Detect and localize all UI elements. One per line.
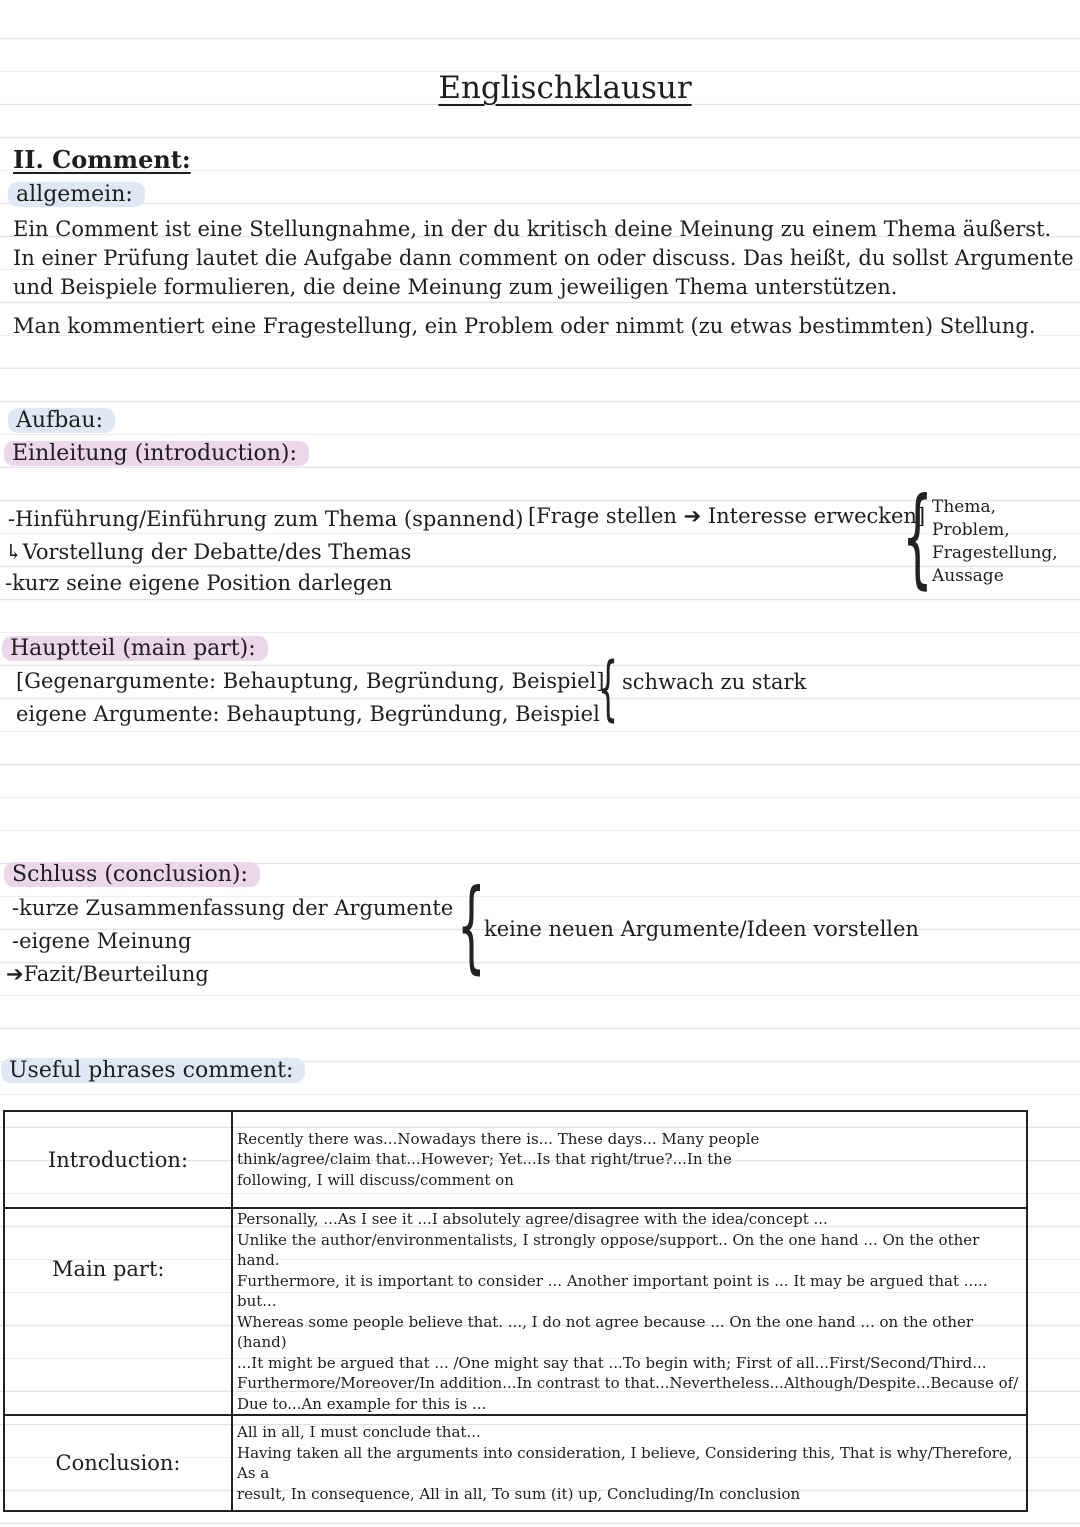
introduction-label bbox=[12, 441, 309, 466]
phrase-line: Due to...An example for this is ... bbox=[237, 1394, 487, 1413]
introduction-label-text: Einleitung (introduction): bbox=[4, 441, 309, 466]
phrases-table bbox=[3, 1110, 1028, 1512]
table-row bbox=[4, 1208, 1027, 1415]
conclusion-brace-icon: { bbox=[457, 867, 486, 984]
phrases-label-text: Useful phrases comment: bbox=[1, 1058, 305, 1083]
side-list-item: Problem, bbox=[932, 520, 1010, 540]
table-row bbox=[4, 1415, 1027, 1511]
side-list-item: Fragestellung, bbox=[932, 543, 1058, 563]
phrase-line: Whereas some people believe that. ..., I do not agree because ... On the one hand ... on the other (hand) bbox=[237, 1312, 974, 1351]
phrase-line: Furthermore/Moreover/In addition...In contrast to that...Nevertheless...Although/Despite...Because of/ bbox=[237, 1374, 1019, 1392]
main-part-item: eigene Argumente: Behauptung, Begründung, Beispiel bbox=[16, 702, 600, 726]
structure-label-text: Aufbau: bbox=[8, 408, 115, 433]
row-text-main-part bbox=[232, 1208, 1027, 1415]
conclusion-item: ➔Fazit/Beurteilung bbox=[6, 962, 209, 986]
phrase-line: ...It might be argued that ... /One might say that ...To begin with; First of all...First/Second/Third... bbox=[237, 1353, 987, 1372]
main-part-label-text: Hauptteil (main part): bbox=[2, 636, 268, 661]
general-line: und Beispiele formulieren, die deine Meinung zum jeweiligen Thema unterstützen. bbox=[13, 275, 898, 299]
phrase-line: Recently there was...Nowadays there is... These days... Many people bbox=[237, 1129, 760, 1148]
phrase-line: All in all, I must conclude that... bbox=[237, 1423, 481, 1441]
table-row bbox=[4, 1111, 1027, 1208]
phrase-line: Furthermore, it is important to consider ... Another important point is ... It may be argued that ..... but... bbox=[237, 1271, 988, 1310]
general-label-text: allgemein: bbox=[8, 182, 145, 207]
main-part-note: schwach zu stark bbox=[622, 670, 807, 694]
general-line: In einer Prüfung lautet die Aufgabe dann comment on oder discuss. Das heißt, du sollst Argumente bbox=[13, 246, 1074, 270]
introduction-item: -Hinführung/Einführung zum Thema (spannend) bbox=[8, 507, 524, 531]
general-extra: Man kommentiert eine Fragestellung, ein Problem oder nimmt (zu etwas bestimmten) Stellung. bbox=[13, 314, 1036, 338]
phrase-line: Unlike the author/environmentalists, I strongly oppose/support.. On the one hand ... On the other hand. bbox=[237, 1230, 980, 1269]
side-list-item: Thema, bbox=[932, 497, 997, 517]
section-heading: II. Comment: bbox=[13, 145, 191, 174]
introduction-item: ↳Vorstellung der Debatte/des Themas bbox=[5, 540, 412, 564]
main-part-brace-icon: { bbox=[598, 647, 619, 729]
phrase-line: think/agree/claim that...However; Yet...Is that right/true?...In the bbox=[237, 1150, 732, 1169]
structure-label bbox=[16, 408, 115, 433]
main-part-label bbox=[10, 636, 268, 661]
row-label-conclusion: Conclusion: bbox=[4, 1415, 232, 1511]
row-text-conclusion bbox=[232, 1415, 1027, 1511]
side-list-item: Aussage bbox=[932, 566, 1004, 586]
general-paragraph bbox=[13, 215, 1074, 302]
phrases-label bbox=[9, 1058, 305, 1083]
row-text-introduction bbox=[232, 1111, 1027, 1208]
conclusion-label-text: Schluss (conclusion): bbox=[4, 862, 260, 887]
phrase-line: result, In consequence, All in all, To sum (it) up, Concluding/In conclusion bbox=[237, 1484, 801, 1503]
conclusion-note: keine neuen Argumente/Ideen vorstellen bbox=[484, 917, 919, 941]
phrase-line: following, I will discuss/comment on bbox=[237, 1170, 514, 1189]
introduction-item: -kurz seine eigene Position darlegen bbox=[5, 571, 393, 595]
conclusion-item: -kurze Zusammenfassung der Argumente bbox=[12, 896, 454, 920]
page-title: Englischklausur bbox=[438, 70, 692, 106]
main-part-item: [Gegenargumente: Behauptung, Begründung, Beispiel] bbox=[16, 669, 605, 693]
row-label-introduction: Introduction: bbox=[4, 1111, 232, 1208]
introduction-side-list bbox=[932, 496, 1058, 588]
phrase-line: Personally, ...As I see it ...I absolutely agree/disagree with the idea/concept ... bbox=[237, 1210, 828, 1228]
row-label-main-part: Main part: bbox=[4, 1208, 232, 1415]
introduction-bracket-note: [Frage stellen ➔ Interesse erwecken] bbox=[528, 504, 926, 528]
conclusion-label bbox=[12, 862, 260, 887]
conclusion-item: -eigene Meinung bbox=[12, 929, 192, 953]
general-label bbox=[16, 182, 145, 207]
general-line: Ein Comment ist eine Stellungnahme, in der du kritisch deine Meinung zu einem Thema äußerst. bbox=[13, 217, 1052, 241]
phrase-line: Having taken all the arguments into consideration, I believe, Considering this, That is why/Therefore, As a bbox=[237, 1443, 1013, 1482]
introduction-brace-icon: { bbox=[902, 475, 933, 600]
